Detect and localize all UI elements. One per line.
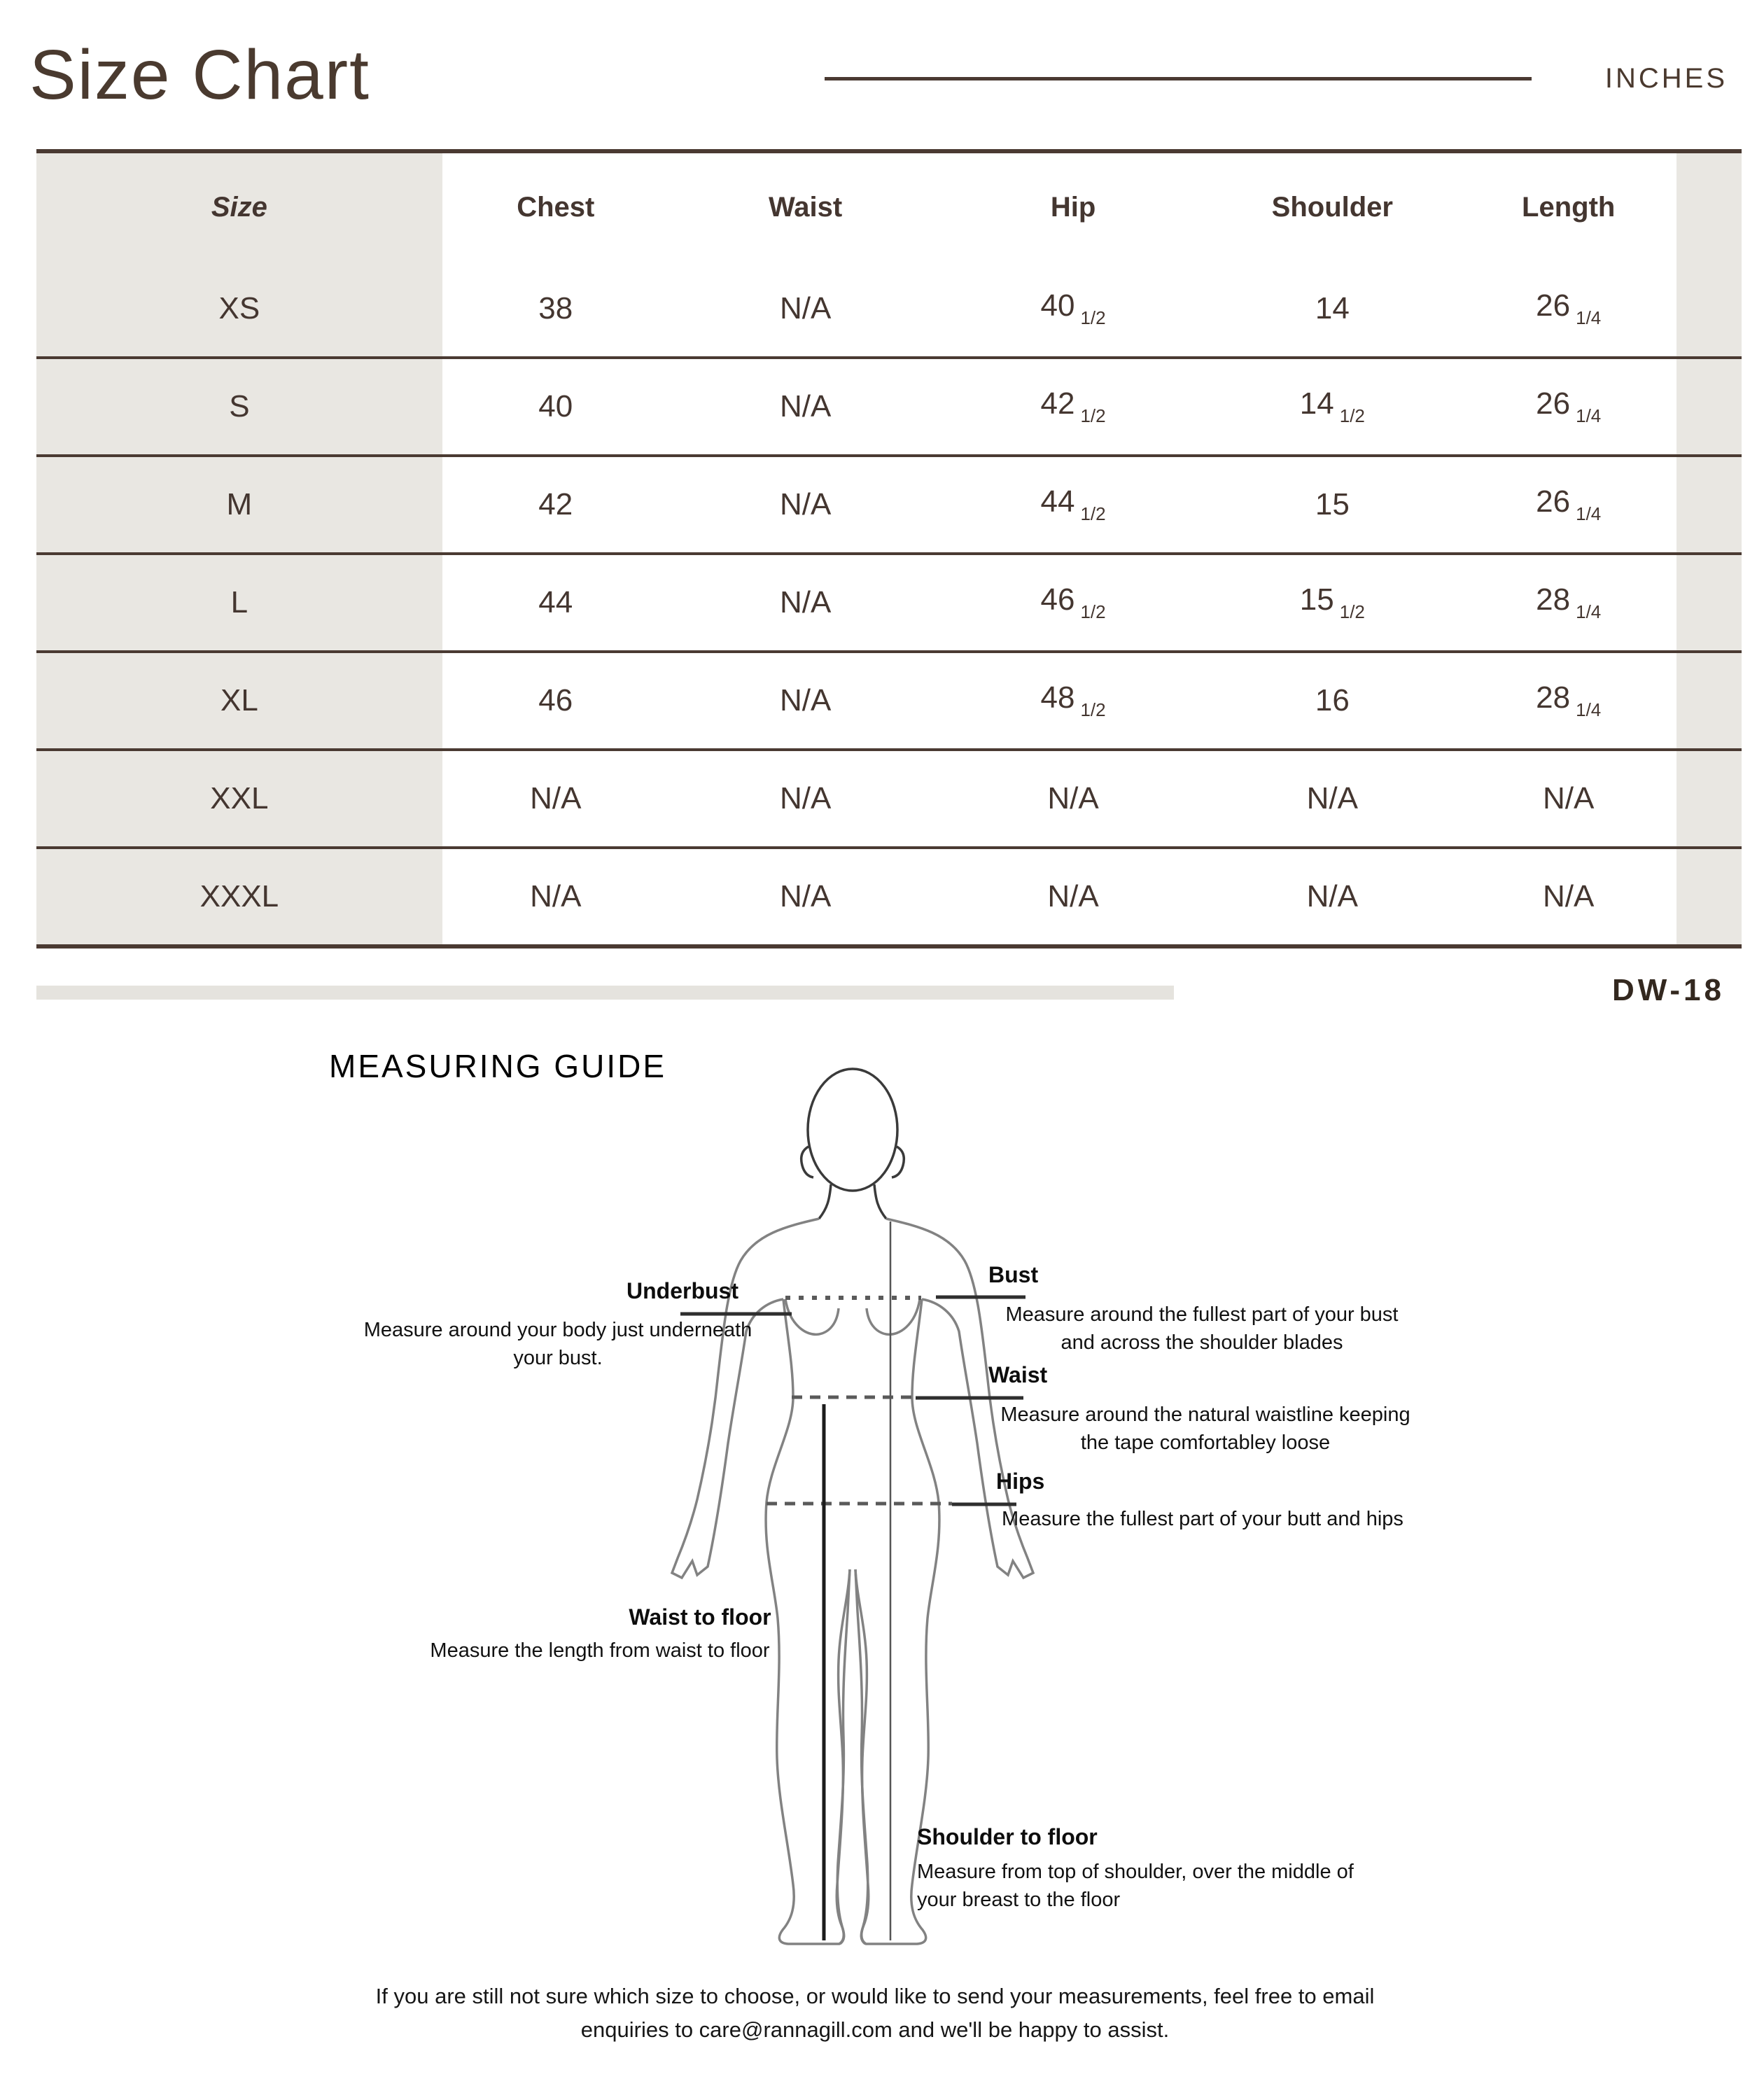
- value-main: N/A: [1047, 781, 1099, 816]
- value-cell: [669, 261, 942, 358]
- table-row: [36, 456, 1742, 554]
- value-main: N/A: [779, 683, 832, 718]
- value-main: 48: [1040, 680, 1075, 715]
- value-fraction: 1/2: [1339, 405, 1365, 426]
- table-strip-cell: [1676, 554, 1742, 652]
- value-main: 28: [1536, 582, 1571, 617]
- table-row: [36, 848, 1742, 946]
- table-strip-cell: [1676, 261, 1742, 358]
- table-row: [36, 261, 1742, 358]
- column-header-waist: Waist: [769, 191, 843, 223]
- header-divider-line: [825, 77, 1532, 80]
- value-fraction: 1/2: [1080, 699, 1106, 720]
- value-cell: [942, 848, 1205, 946]
- value-main: 46: [538, 683, 573, 718]
- bust-description: [985, 1301, 1419, 1357]
- footer-help-text: [0, 1980, 1750, 2047]
- shoulder-to-floor-label: Shoulder to floor: [917, 1824, 1098, 1849]
- value-main: N/A: [530, 879, 582, 913]
- value-main: 40: [1040, 288, 1075, 323]
- value-cell: [442, 554, 669, 652]
- value-main: N/A: [779, 487, 832, 522]
- value-fraction: 1/2: [1080, 307, 1106, 328]
- value-cell: [1460, 554, 1676, 652]
- table-strip-cell: [1676, 358, 1742, 456]
- size-cell: XXL: [36, 750, 442, 848]
- value-cell: [1205, 848, 1460, 946]
- value-main: 14: [1315, 291, 1350, 326]
- size-cell: S: [36, 358, 442, 456]
- column-header-shoulder: Shoulder: [1271, 191, 1393, 223]
- value-main: 16: [1315, 683, 1350, 718]
- size-table-body: [36, 261, 1742, 946]
- column-header-hip: Hip: [1050, 191, 1096, 223]
- table-strip-cell: [1676, 750, 1742, 848]
- value-main: 14: [1299, 386, 1334, 421]
- size-cell: XS: [36, 261, 442, 358]
- measurement-dashed-lines: [766, 1298, 952, 1504]
- value-cell: [942, 456, 1205, 554]
- value-fraction: 1/4: [1576, 503, 1602, 524]
- value-cell: [942, 750, 1205, 848]
- waist-desc-line2: the tape comfortabley loose: [1080, 1432, 1331, 1454]
- column-header-length: Length: [1522, 191, 1616, 223]
- value-main: 26: [1536, 288, 1571, 323]
- underbust-label: Underbust: [626, 1278, 738, 1303]
- underbust-desc-line1: Measure around your body just underneath: [363, 1319, 752, 1341]
- value-main: 15: [1299, 582, 1334, 617]
- footer-line1: If you are still not sure which size to choose, or would like to send your measurements, feel free to email: [375, 1984, 1375, 2008]
- value-cell: [442, 261, 669, 358]
- waist-to-floor-description: Measure the length from waist to floor: [430, 1639, 770, 1662]
- table-row: [36, 652, 1742, 750]
- value-fraction: 1/4: [1576, 699, 1602, 720]
- size-cell: XXXL: [36, 848, 442, 946]
- column-header-size: Size: [36, 151, 442, 261]
- value-main: 46: [1040, 582, 1075, 617]
- value-cell: [669, 358, 942, 456]
- underbust-description: [348, 1316, 768, 1372]
- table-strip-cell: [1676, 848, 1742, 946]
- size-table: [36, 149, 1742, 948]
- value-cell: [942, 358, 1205, 456]
- shoulder-to-floor-desc-line2: your breast to the floor: [917, 1889, 1121, 1911]
- page-title: Size Chart: [29, 36, 370, 114]
- value-main: N/A: [779, 879, 832, 913]
- value-main: 42: [1040, 386, 1075, 421]
- waist-desc-line1: Measure around the natural waistline keeping: [1000, 1404, 1410, 1426]
- size-table-container: [36, 149, 1742, 948]
- value-fraction: 1/4: [1576, 307, 1602, 328]
- value-main: N/A: [1306, 879, 1359, 913]
- value-cell: [442, 652, 669, 750]
- value-cell: [442, 456, 669, 554]
- column-header-chest: Chest: [517, 191, 595, 223]
- table-row: [36, 554, 1742, 652]
- size-cell: L: [36, 554, 442, 652]
- table-strip-cell: [1676, 652, 1742, 750]
- value-cell: [1205, 358, 1460, 456]
- shoulder-to-floor-description: [917, 1858, 1407, 1914]
- value-cell: [669, 848, 942, 946]
- table-strip-cell: [1676, 456, 1742, 554]
- value-fraction: 1/2: [1080, 601, 1106, 622]
- table-header-row: [36, 151, 1742, 261]
- value-cell: [1205, 750, 1460, 848]
- value-cell: [669, 456, 942, 554]
- value-cell: [1205, 261, 1460, 358]
- value-fraction: 1/2: [1339, 601, 1365, 622]
- table-row: [36, 750, 1742, 848]
- value-main: N/A: [779, 585, 832, 620]
- style-code-label: DW-18: [1611, 973, 1725, 1007]
- value-main: N/A: [1047, 879, 1099, 913]
- value-main: 38: [538, 291, 573, 326]
- value-cell: [942, 652, 1205, 750]
- value-main: 26: [1536, 484, 1571, 519]
- measuring-guide-title: MEASURING GUIDE: [329, 1048, 667, 1084]
- value-cell: [1205, 456, 1460, 554]
- size-cell: M: [36, 456, 442, 554]
- value-cell: [1460, 848, 1676, 946]
- hips-description: Measure the fullest part of your butt and hips: [1002, 1508, 1404, 1530]
- value-main: N/A: [1543, 781, 1595, 816]
- value-fraction: 1/4: [1576, 601, 1602, 622]
- figure-head: [802, 1069, 904, 1219]
- value-main: 44: [1040, 484, 1075, 519]
- value-fraction: 1/4: [1576, 405, 1602, 426]
- value-cell: [942, 261, 1205, 358]
- value-cell: [1460, 358, 1676, 456]
- value-cell: [1460, 750, 1676, 848]
- value-cell: [669, 652, 942, 750]
- value-main: N/A: [779, 389, 832, 424]
- value-fraction: 1/2: [1080, 405, 1106, 426]
- bust-label: Bust: [988, 1262, 1039, 1287]
- value-cell: [1460, 456, 1676, 554]
- value-cell: [442, 750, 669, 848]
- value-main: N/A: [530, 781, 582, 816]
- bust-desc-line1: Measure around the fullest part of your bust: [1005, 1303, 1399, 1326]
- value-cell: [442, 358, 669, 456]
- value-fraction: 1/2: [1080, 503, 1106, 524]
- value-cell: [669, 750, 942, 848]
- waist-label: Waist: [988, 1362, 1048, 1387]
- value-main: N/A: [779, 781, 832, 816]
- value-cell: [942, 554, 1205, 652]
- value-main: 26: [1536, 386, 1571, 421]
- value-cell: [669, 554, 942, 652]
- value-main: 15: [1315, 487, 1350, 522]
- unit-label: INCHES: [1604, 63, 1728, 94]
- value-cell: [1205, 554, 1460, 652]
- value-cell: [1460, 261, 1676, 358]
- value-cell: [1460, 652, 1676, 750]
- footer-line2: enquiries to care@rannagill.com and we'll be happy to assist.: [580, 2017, 1170, 2042]
- value-main: N/A: [1306, 781, 1359, 816]
- table-row: [36, 358, 1742, 456]
- value-main: 40: [538, 389, 573, 424]
- shoulder-to-floor-desc-line1: Measure from top of shoulder, over the middle of: [917, 1861, 1354, 1883]
- size-cell: XL: [36, 652, 442, 750]
- value-cell: [442, 848, 669, 946]
- underbust-desc-line2: your bust.: [513, 1347, 603, 1369]
- value-main: 28: [1536, 680, 1571, 715]
- value-cell: [1205, 652, 1460, 750]
- waist-to-floor-label: Waist to floor: [629, 1604, 771, 1630]
- section-divider-bar: [36, 986, 1174, 1000]
- waist-description: [985, 1401, 1426, 1457]
- hips-label: Hips: [996, 1469, 1045, 1494]
- value-main: N/A: [1543, 879, 1595, 913]
- value-main: 42: [538, 487, 573, 522]
- value-main: 44: [538, 585, 573, 620]
- value-main: N/A: [779, 291, 832, 326]
- table-strip-cell: [1676, 151, 1742, 261]
- bust-desc-line2: and across the shoulder blades: [1060, 1331, 1343, 1354]
